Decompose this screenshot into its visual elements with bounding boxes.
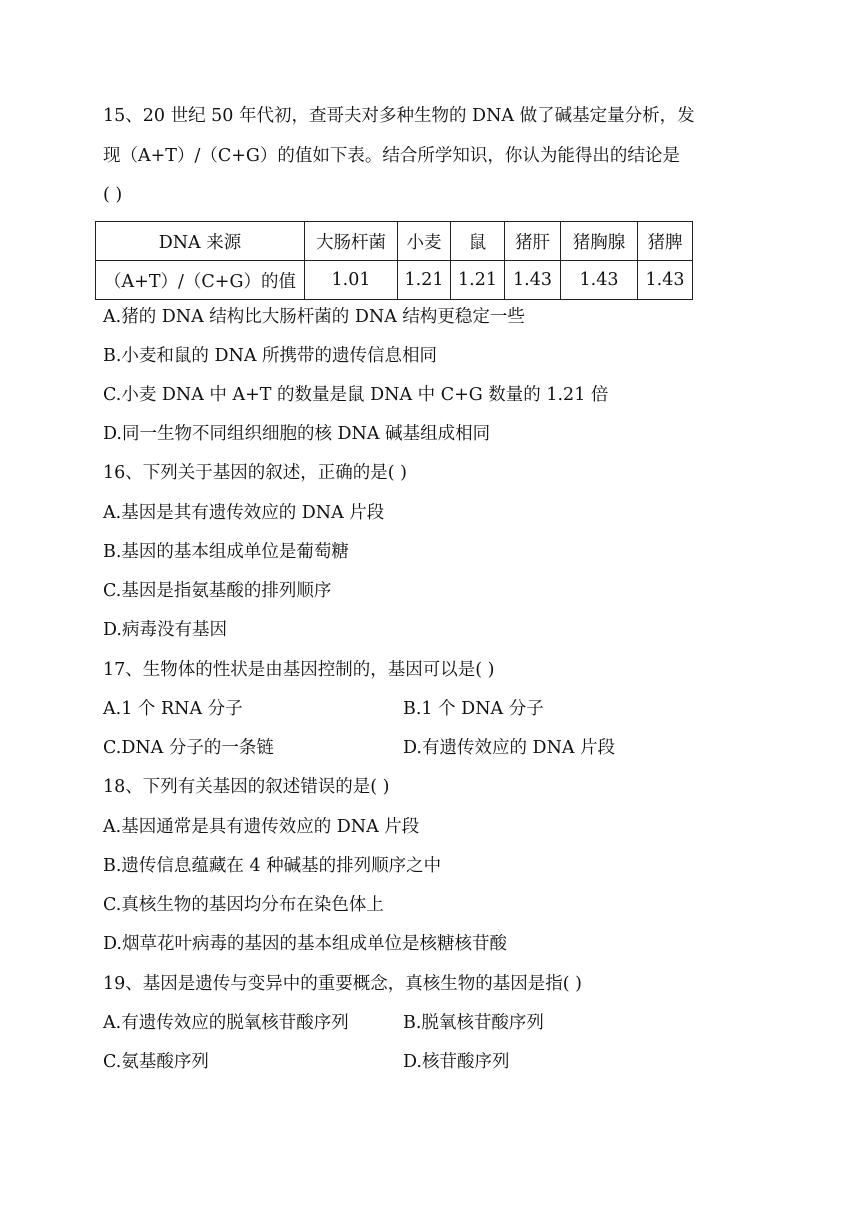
q15-stem-line2: 现（A+T）/（C+G）的值如下表。结合所学知识，你认为能得出的结论是 bbox=[103, 146, 680, 166]
q19-option-c: C.氨基酸序列 bbox=[103, 1052, 209, 1072]
q15-stem-line1: 15、20 世纪 50 年代初，查哥夫对多种生物的 DNA 做了碱基定量分析，发 bbox=[103, 106, 695, 126]
q16-option-a: A.基因是其有遗传效应的 DNA 片段 bbox=[103, 503, 385, 523]
table-header-cell: 大肠杆菌 bbox=[305, 222, 398, 261]
q15-stem-line3: ( ) bbox=[103, 185, 123, 205]
table-header-cell: 鼠 bbox=[451, 222, 505, 261]
q16-option-c: C.基因是指氨基酸的排列顺序 bbox=[103, 581, 332, 601]
q18-option-b: B.遗传信息蕴藏在 4 种碱基的排列顺序之中 bbox=[103, 856, 442, 876]
q17-option-a: A.1 个 RNA 分子 bbox=[103, 699, 243, 719]
table-cell: 1.43 bbox=[561, 261, 638, 300]
q18-option-c: C.真核生物的基因均分布在染色体上 bbox=[103, 895, 384, 915]
table-row bbox=[96, 261, 693, 300]
table-header-cell: 猪脾 bbox=[638, 222, 693, 261]
base-ratio-table bbox=[95, 221, 693, 300]
q17-option-b: B.1 个 DNA 分子 bbox=[403, 699, 544, 719]
table-cell: 1.21 bbox=[451, 261, 505, 300]
q17-option-c: C.DNA 分子的一条链 bbox=[103, 738, 274, 758]
q17-stem: 17、生物体的性状是由基因控制的，基因可以是( ) bbox=[103, 660, 495, 680]
table-header-cell: 猪胸腺 bbox=[561, 222, 638, 261]
table-cell: （A+T）/（C+G）的值 bbox=[96, 261, 305, 300]
q16-option-b: B.基因的基本组成单位是葡萄糖 bbox=[103, 542, 349, 562]
q19-option-a: A.有遗传效应的脱氧核苷酸序列 bbox=[103, 1013, 349, 1033]
q15-option-d: D.同一生物不同组织细胞的核 DNA 碱基组成相同 bbox=[103, 424, 491, 444]
q16-option-d: D.病毒没有基因 bbox=[103, 620, 227, 640]
table-cell: 1.43 bbox=[638, 261, 693, 300]
table-cell: 1.01 bbox=[305, 261, 398, 300]
q19-stem: 19、基因是遗传与变异中的重要概念，真核生物的基因是指( ) bbox=[103, 974, 582, 994]
q18-stem: 18、下列有关基因的叙述错误的是( ) bbox=[103, 777, 390, 797]
table-header-cell: DNA 来源 bbox=[96, 222, 305, 261]
q17-option-d: D.有遗传效应的 DNA 片段 bbox=[403, 738, 616, 758]
q19-option-d: D.核苷酸序列 bbox=[403, 1052, 510, 1072]
q16-stem: 16、下列关于基因的叙述，正确的是( ) bbox=[103, 463, 407, 483]
table-header-row bbox=[96, 222, 693, 261]
q18-option-d: D.烟草花叶病毒的基因的基本组成单位是核糖核苷酸 bbox=[103, 934, 507, 954]
table-cell: 1.43 bbox=[505, 261, 561, 300]
table-header-cell: 小麦 bbox=[398, 222, 451, 261]
q15-option-b: B.小麦和鼠的 DNA 所携带的遗传信息相同 bbox=[103, 346, 438, 366]
table-header-cell: 猪肝 bbox=[505, 222, 561, 261]
q15-option-c: C.小麦 DNA 中 A+T 的数量是鼠 DNA 中 C+G 数量的 1.21 倍 bbox=[103, 385, 609, 405]
q18-option-a: A.基因通常是具有遗传效应的 DNA 片段 bbox=[103, 817, 420, 837]
q15-option-a: A.猪的 DNA 结构比大肠杆菌的 DNA 结构更稳定一些 bbox=[103, 307, 525, 327]
table-cell: 1.21 bbox=[398, 261, 451, 300]
q19-option-b: B.脱氧核苷酸序列 bbox=[403, 1013, 544, 1033]
